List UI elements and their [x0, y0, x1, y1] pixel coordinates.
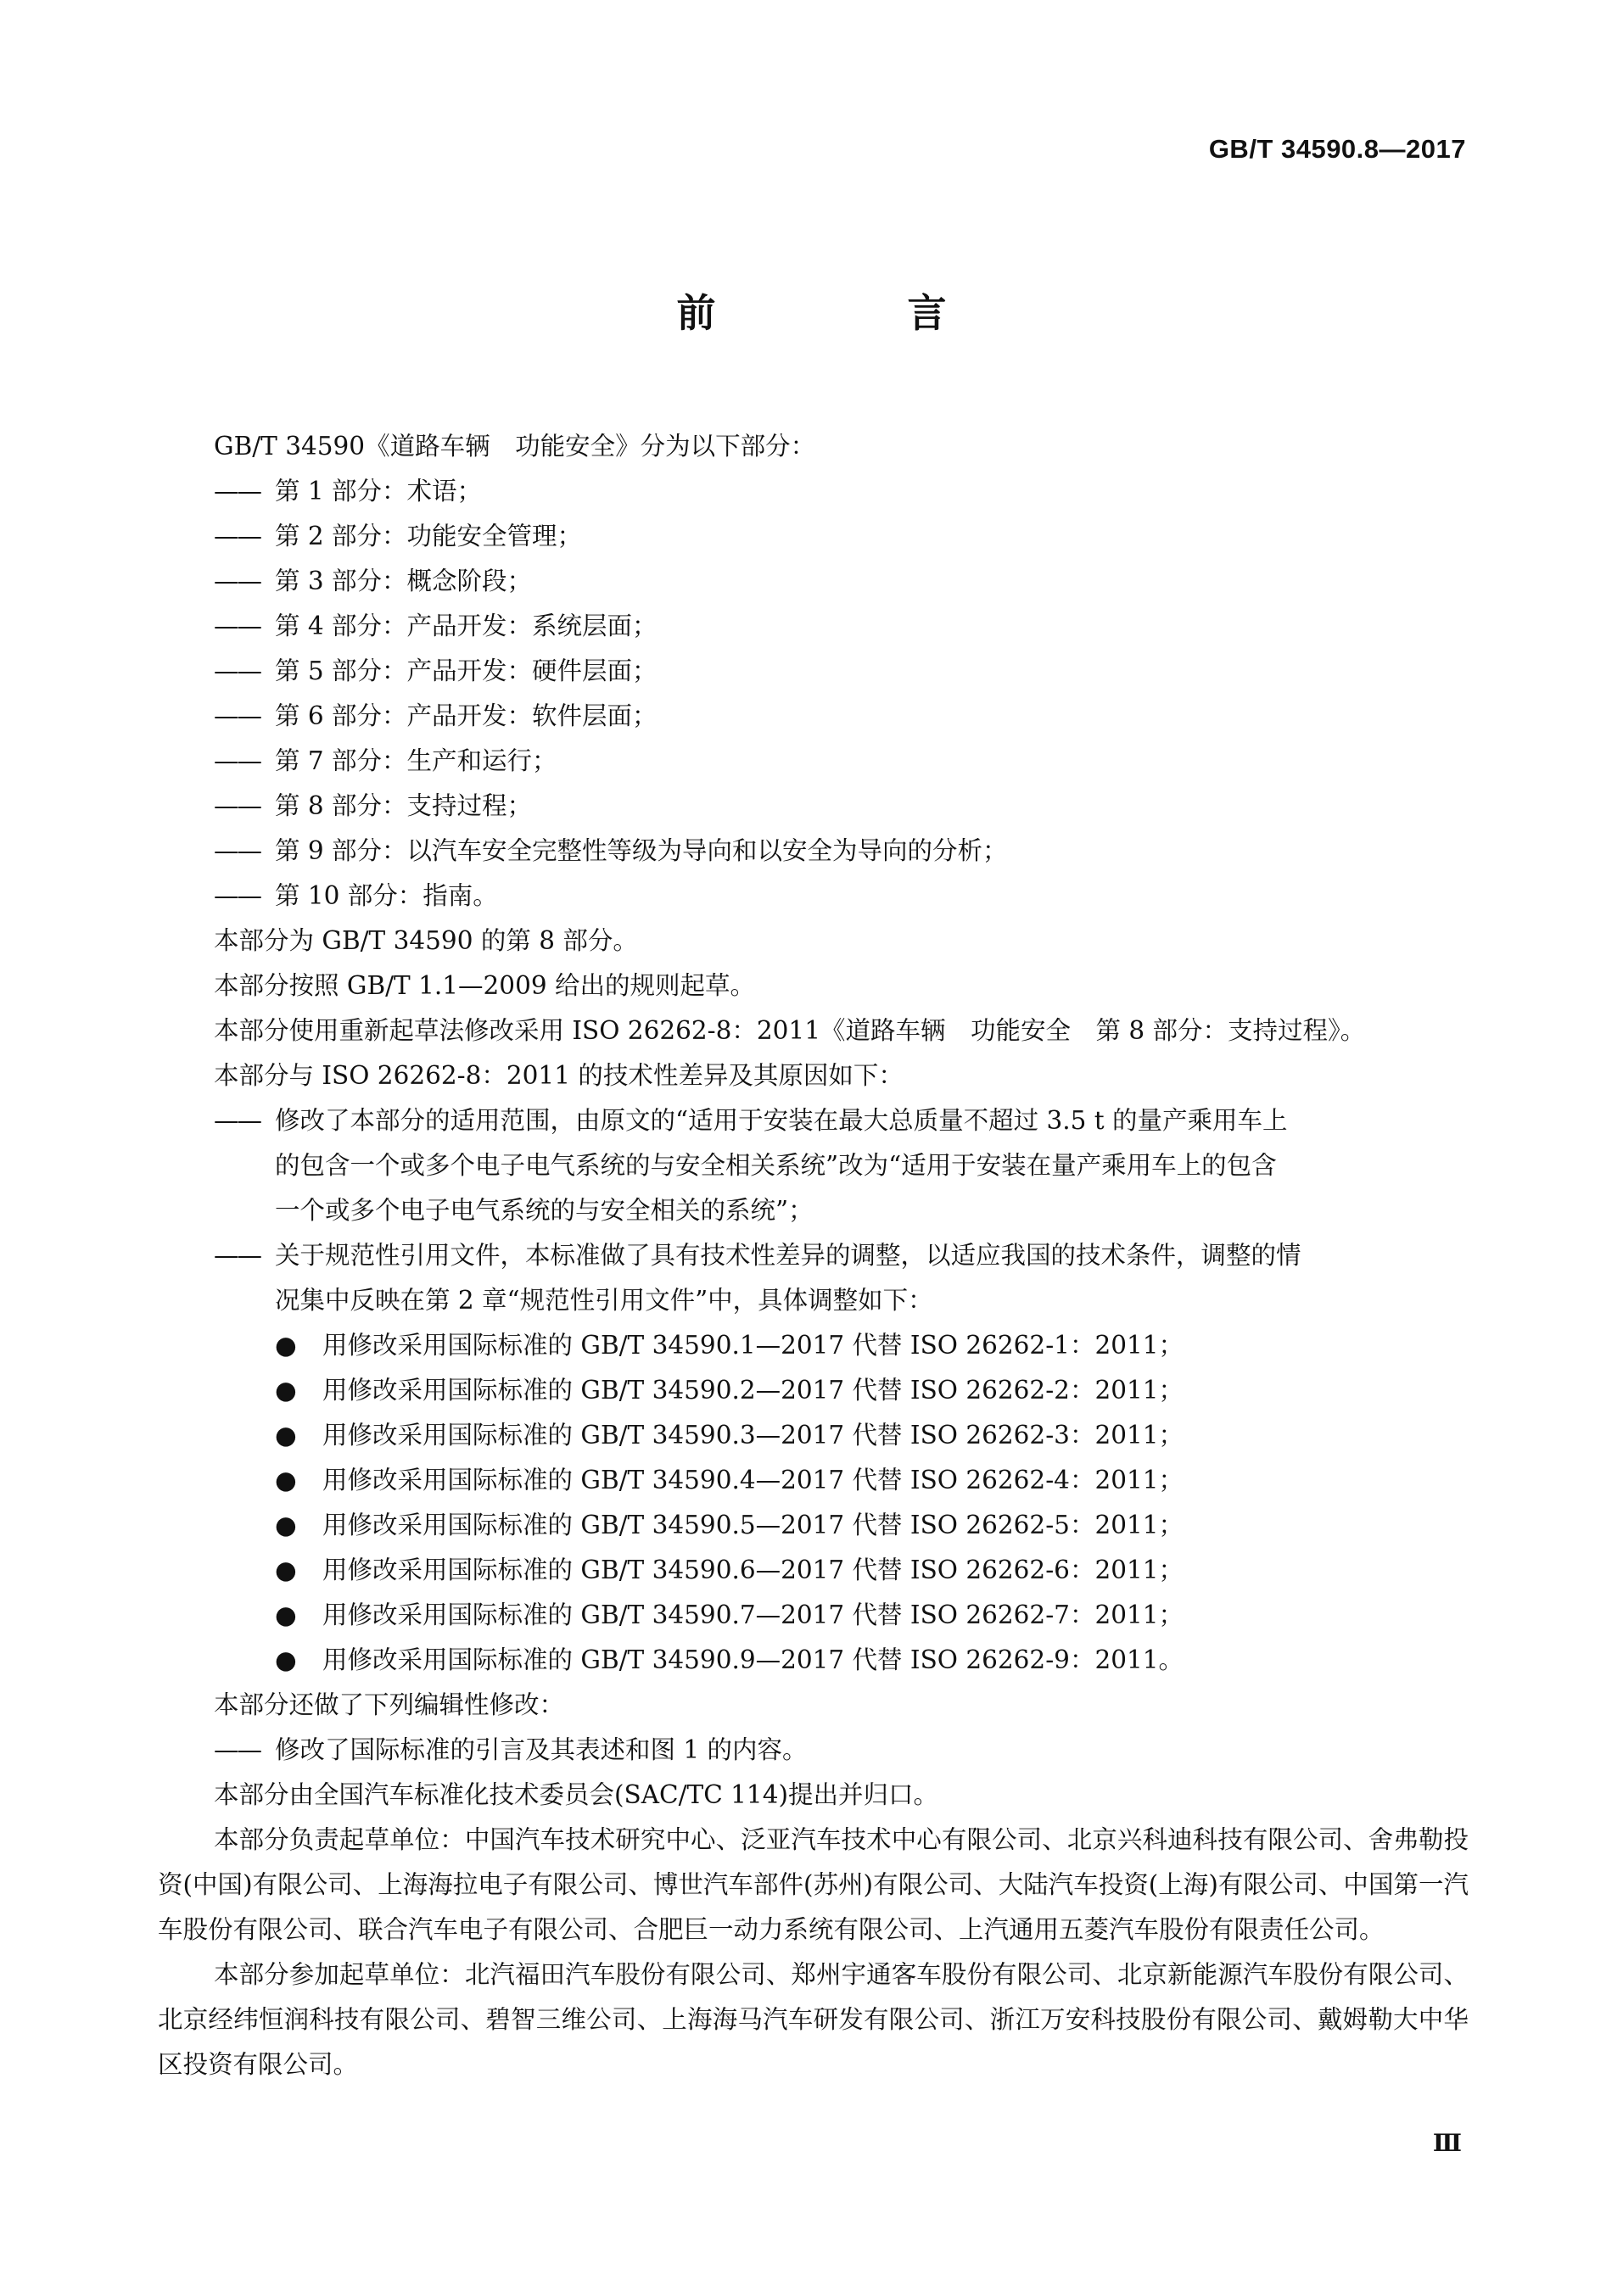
technical-difference-2	[158, 1233, 1469, 1323]
dash-marker: ——	[214, 791, 260, 820]
list-item	[158, 874, 1469, 919]
part-text: 第 3 部分：概念阶段；	[275, 567, 533, 595]
dash-marker: ——	[214, 881, 260, 910]
bullet-icon: ●	[275, 1331, 297, 1360]
editorial-text: 修改了国际标准的引言及其表述和图 1 的内容。	[275, 1735, 808, 1764]
list-item	[158, 1323, 1469, 1368]
foreword-body	[158, 424, 1469, 2087]
dash-marker: ——	[214, 612, 260, 640]
editorial-intro: 本部分还做了下列编辑性修改：	[214, 1690, 565, 1719]
dash-marker: ——	[214, 701, 260, 730]
list-item	[158, 1728, 1469, 1773]
technical-difference-1	[158, 1098, 1469, 1233]
difference-text: 况集中反映在第 2 章“规范性引用文件”中，具体调整如下：	[275, 1286, 933, 1315]
part-text: 第 8 部分：支持过程；	[275, 791, 533, 820]
replacement-text: 用修改采用国际标准的 GB/T 34590.3—2017 代替 ISO 26262-3：2011；	[322, 1421, 1184, 1450]
parts-list	[158, 469, 1469, 919]
difference-text: 关于规范性引用文件，本标准做了具有技术性差异的调整，以适应我国的技术条件，调整的情	[275, 1241, 1301, 1270]
part-text: 第 6 部分：产品开发：软件层面；	[275, 701, 658, 730]
proposer-statement: 本部分由全国汽车标准化技术委员会(SAC/TC 114)提出并归口。	[214, 1780, 938, 1809]
part-text: 第 4 部分：产品开发：系统层面；	[275, 612, 658, 640]
intro-line: GB/T 34590《道路车辆 功能安全》分为以下部分：	[214, 432, 816, 461]
part-text: 第 2 部分：功能安全管理；	[275, 522, 583, 550]
participating-units-paragraph: 本部分参加起草单位：北汽福田汽车股份有限公司、郑州宇通客车股份有限公司、北京新能源汽车股份有限公司、北京经纬恒润科技有限公司、碧智三维公司、上海海马汽车研发有限公司、浙江万安科技股份有限公司、戴姆勒大中华区投资有限公司。	[158, 1960, 1469, 2079]
replacement-text: 用修改采用国际标准的 GB/T 34590.5—2017 代替 ISO 26262-5：2011；	[322, 1511, 1184, 1539]
page-title: 前 言	[676, 290, 1023, 336]
list-item	[158, 829, 1469, 874]
part-text: 第 9 部分：以汽车安全完整性等级为导向和以安全为导向的分析；	[275, 836, 1008, 865]
statement-line: 本部分与 ISO 26262-8：2011 的技术性差异及其原因如下：	[214, 1061, 904, 1090]
difference-text: 一个或多个电子电气系统的与安全相关的系统”；	[275, 1196, 814, 1225]
bullet-icon: ●	[275, 1556, 297, 1584]
part-text: 第 1 部分：术语；	[275, 477, 483, 506]
list-item	[158, 1503, 1469, 1548]
part-text: 第 5 部分：产品开发：硬件层面；	[275, 656, 658, 685]
replacement-text: 用修改采用国际标准的 GB/T 34590.7—2017 代替 ISO 26262-7：2011；	[322, 1600, 1184, 1629]
page-number: Ⅲ	[1432, 2129, 1462, 2157]
list-item	[158, 1413, 1469, 1458]
dash-marker: ——	[214, 1735, 260, 1764]
part-text: 第 7 部分：生产和运行；	[275, 746, 557, 775]
statement-line: 本部分使用重新起草法修改采用 ISO 26262-8：2011《道路车辆 功能安全 第 8 部分：支持过程》。	[214, 1016, 1366, 1045]
list-item	[158, 469, 1469, 514]
difference-text: 修改了本部分的适用范围，由原文的“适用于安装在最大总质量不超过 3.5 t 的量产乘用车上	[275, 1106, 1288, 1135]
list-item	[158, 1368, 1469, 1413]
dash-marker: ——	[214, 477, 260, 506]
dash-marker: ——	[214, 746, 260, 775]
list-item	[158, 604, 1469, 649]
list-item	[158, 1233, 1469, 1278]
list-item	[158, 784, 1469, 829]
dash-marker: ——	[214, 656, 260, 685]
statement-line: 本部分按照 GB/T 1.1—2009 给出的规则起草。	[214, 971, 755, 1000]
replacement-text: 用修改采用国际标准的 GB/T 34590.4—2017 代替 ISO 26262-4：2011；	[322, 1466, 1184, 1494]
drafting-units-paragraph: 本部分负责起草单位：中国汽车技术研究中心、泛亚汽车技术中心有限公司、北京兴科迪科技有限公司、舍弗勒投资(中国)有限公司、上海海拉电子有限公司、博世汽车部件(苏州)有限公司、大陆汽车投资(上海)有限公司、中国第一汽车股份有限公司、联合汽车电子有限公司、合肥巨一动力系统有限公司、上汽通用五菱汽车股份有限责任公司。	[158, 1825, 1469, 1944]
standard-code: GB/T 34590.8—2017	[1208, 134, 1466, 164]
list-item	[158, 739, 1469, 784]
list-item	[158, 1458, 1469, 1503]
replacement-list	[158, 1323, 1469, 1683]
list-item	[158, 649, 1469, 694]
bullet-icon: ●	[275, 1600, 297, 1629]
list-item	[158, 1548, 1469, 1593]
bullet-icon: ●	[275, 1466, 297, 1494]
dash-marker: ——	[214, 522, 260, 550]
statement-line: 本部分为 GB/T 34590 的第 8 部分。	[214, 926, 638, 955]
replacement-text: 用修改采用国际标准的 GB/T 34590.6—2017 代替 ISO 26262-6：2011；	[322, 1556, 1184, 1584]
list-item	[158, 1098, 1469, 1143]
list-item	[158, 1638, 1469, 1683]
list-item	[158, 559, 1469, 604]
bullet-icon: ●	[275, 1511, 297, 1539]
bullet-icon: ●	[275, 1645, 297, 1674]
list-item	[158, 694, 1469, 739]
dash-marker: ——	[214, 836, 260, 865]
replacement-text: 用修改采用国际标准的 GB/T 34590.9—2017 代替 ISO 26262-9：2011。	[322, 1645, 1184, 1674]
bullet-icon: ●	[275, 1376, 297, 1405]
replacement-text: 用修改采用国际标准的 GB/T 34590.1—2017 代替 ISO 26262-1：2011；	[322, 1331, 1184, 1360]
dash-marker: ——	[214, 567, 260, 595]
list-item	[158, 1593, 1469, 1638]
replacement-text: 用修改采用国际标准的 GB/T 34590.2—2017 代替 ISO 26262-2：2011；	[322, 1376, 1184, 1405]
dash-marker: ——	[214, 1241, 260, 1270]
dash-marker: ——	[214, 1106, 260, 1135]
bullet-icon: ●	[275, 1421, 297, 1450]
part-text: 第 10 部分：指南。	[275, 881, 498, 910]
list-item	[158, 514, 1469, 559]
difference-text: 的包含一个或多个电子电气系统的与安全相关系统”改为“适用于安装在量产乘用车上的包含	[275, 1151, 1277, 1180]
